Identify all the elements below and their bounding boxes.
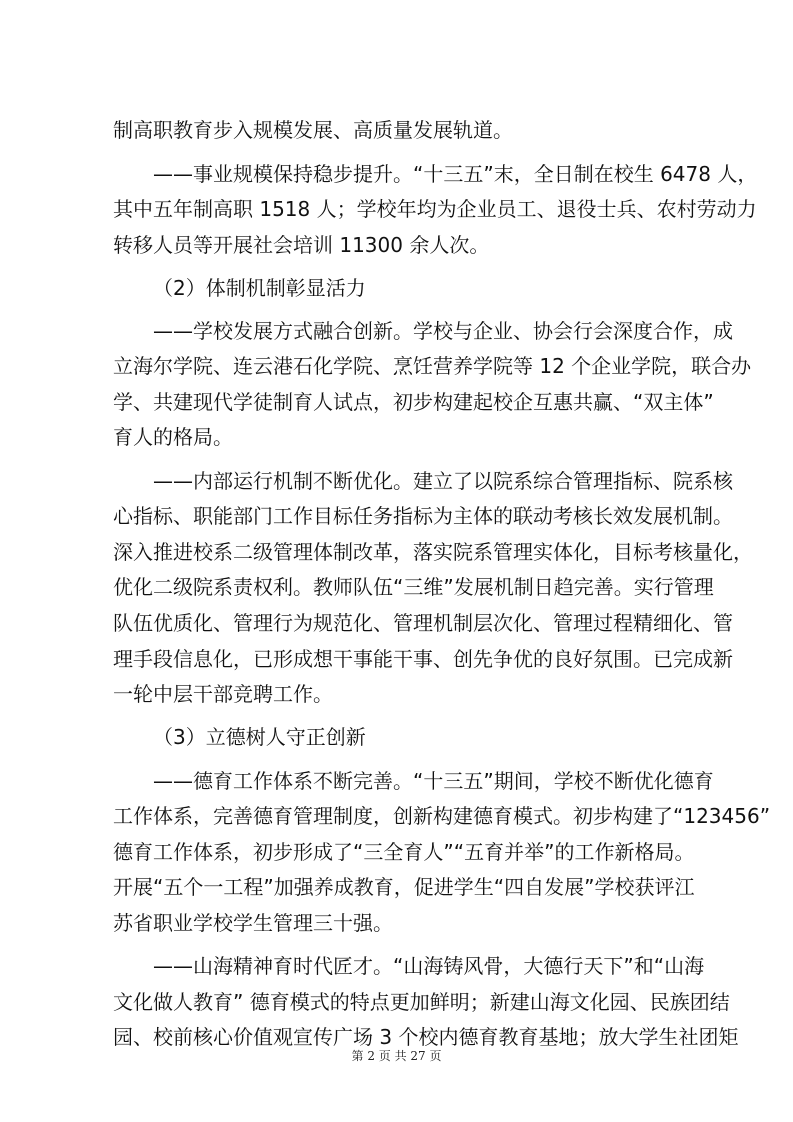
text-line: ——山海精神育时代匠才。“山海铸风骨，大德行天下”和“山海 bbox=[153, 954, 705, 978]
text-line: 心指标、职能部门工作目标任务指标为主体的联动考核长效发展机制。 bbox=[113, 504, 733, 528]
text-line: 苏省职业学校学生管理三十强。 bbox=[113, 911, 393, 935]
text-line: 开展“五个一工程”加强养成教育，促进学生“四自发展”学校获评江 bbox=[113, 875, 695, 899]
text-line: 学、共建现代学徒制育人试点，初步构建起校企互惠共赢、“双主体” bbox=[113, 390, 714, 414]
text-line: 育人的格局。 bbox=[113, 425, 233, 449]
text-line: 立海尔学院、连云港石化学院、烹饪营养学院等 12 个企业学院，联合办 bbox=[113, 354, 752, 378]
text-line: 德育工作体系，初步形成了“三全育人”“五育并举”的工作新格局。 bbox=[113, 840, 695, 864]
section-heading: （2）体制机制彰显活力 bbox=[153, 276, 366, 300]
text-line: 理手段信息化，已形成想干事能干事、创先争优的良好氛围。已完成新 bbox=[113, 647, 733, 671]
text-line: 文化做人教育” 德育模式的特点更加鲜明；新建山海文化园、民族团结 bbox=[113, 990, 730, 1014]
text-line: 转移人员等开展社会培训 11300 余人次。 bbox=[113, 233, 490, 257]
text-line: ——学校发展方式融合创新。学校与企业、协会行会深度合作，成 bbox=[153, 319, 733, 343]
text-line: 一轮中层干部竞聘工作。 bbox=[113, 682, 333, 706]
text-line: 工作体系，完善德育管理制度，创新构建德育模式。初步构建了“123456” bbox=[113, 804, 771, 828]
text-line: 制高职教育步入规模发展、高质量发展轨道。 bbox=[113, 118, 513, 142]
text-line: 优化二级院系责权利。教师队伍“三维”发展机制日趋完善。实行管理 bbox=[113, 575, 714, 599]
page-footer: 第 2 页 共 27 页 bbox=[351, 1049, 442, 1063]
text-line: 园、校前核心价值观宣传广场 3 个校内德育教育基地；放大学生社团矩 bbox=[113, 1025, 739, 1049]
section-heading: （3）立德树人守正创新 bbox=[153, 725, 366, 749]
text-line: 队伍优质化、管理行为规范化、管理机制层次化、管理过程精细化、管 bbox=[113, 611, 733, 635]
text-line: ——事业规模保持稳步提升。“十三五”末，全日制在校生 6478 人， bbox=[153, 162, 758, 186]
text-line: 其中五年制高职 1518 人；学校年均为企业员工、退役士兵、农村劳动力 bbox=[113, 197, 757, 221]
text-line: ——德育工作体系不断完善。“十三五”期间，学校不断优化德育 bbox=[153, 769, 714, 793]
text-line: 深入推进校系二级管理体制改革，落实院系管理实体化，目标考核量化， bbox=[113, 540, 753, 564]
text-line: ——内部运行机制不断优化。建立了以院系综合管理指标、院系核 bbox=[153, 469, 733, 493]
